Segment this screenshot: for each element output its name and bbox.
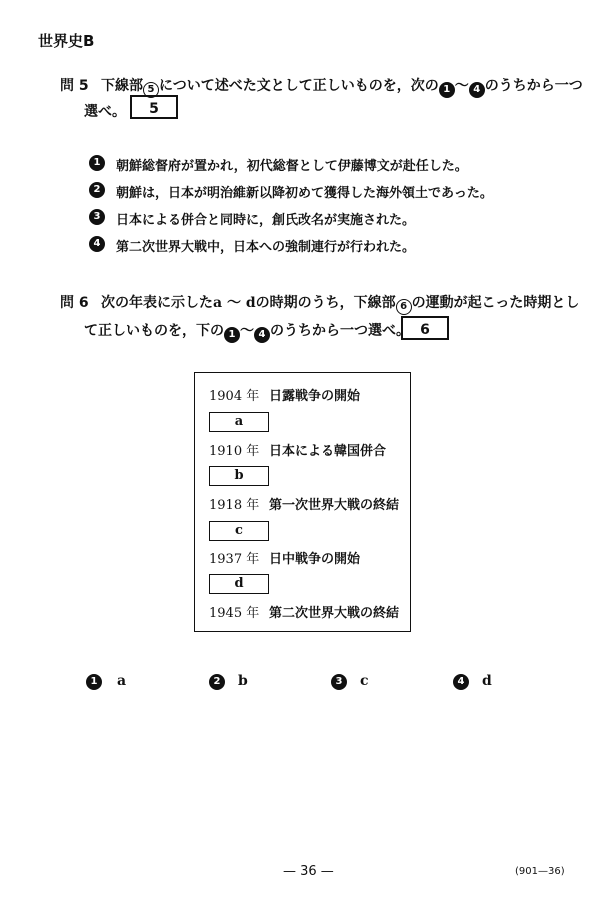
timeline-row-1918	[209, 494, 399, 513]
timeline-row-1910	[209, 440, 386, 459]
q5-line2: 選べ。	[84, 104, 126, 120]
timeline-year: 1904 年	[209, 389, 260, 404]
timeline-period-c: c	[209, 521, 269, 541]
timeline-year: 1945 年	[209, 606, 260, 621]
q6-line1-pre: 次の年表に示した	[101, 295, 213, 311]
q5-option-3-text: 日本による併合と同時に，創氏改名が実施された。	[116, 213, 416, 228]
q6-choice-4-mark[interactable]: 4	[453, 674, 469, 690]
q6-line1	[101, 292, 579, 315]
q5-answer-box[interactable]: 5	[130, 95, 178, 119]
q6-choice-4-letter: d	[482, 673, 492, 689]
timeline-period-a: a	[209, 412, 269, 432]
q6-range-sep: ～	[240, 323, 254, 339]
q5-range-sep: ～	[454, 78, 469, 94]
q6-range-start: 1	[224, 327, 240, 343]
q6-choice-3-letter: c	[360, 673, 369, 689]
q5-option-4-mark[interactable]: 4	[89, 236, 105, 252]
timeline-row-1937	[209, 548, 360, 567]
q6-line2-post: のうちから一つ選べ。	[270, 323, 410, 339]
timeline-year: 1918 年	[209, 498, 260, 513]
q6-number: 問 6	[60, 295, 89, 311]
timeline-row-1904	[209, 385, 360, 404]
q5-number: 問 5	[60, 78, 89, 94]
q5-option-2-text: 朝鮮は，日本が明治維新以降初めて獲得した海外領土であった。	[116, 186, 493, 201]
q6-line2-pre: て正しいものを，下の	[84, 323, 224, 339]
timeline-box	[194, 372, 411, 632]
q6-line1-post: の運動が起こった時期とし	[411, 295, 580, 311]
q6-choice-3-mark[interactable]: 3	[331, 674, 347, 690]
q5-line1-post: について述べた文として正しいものを，次の	[159, 78, 439, 94]
q5-option-4-text: 第二次世界大戦中，日本への強制連行が行われた。	[116, 240, 416, 255]
q5-underline-mark: 5	[143, 82, 159, 98]
timeline-event: 第二次世界大戦の終結	[269, 606, 400, 621]
q6-choice-2-letter: b	[238, 673, 248, 689]
q6-choice-2-mark[interactable]: 2	[209, 674, 225, 690]
q5-option-1-mark[interactable]: 1	[89, 155, 105, 171]
q6-line1-mid: の時期のうち，下線部	[255, 295, 396, 311]
timeline-event: 日中戦争の開始	[269, 552, 361, 567]
timeline-row-1945	[209, 602, 399, 621]
page-number: — 36 —	[283, 864, 334, 879]
timeline-event: 第一次世界大戦の終結	[269, 498, 400, 513]
q5-range-end: 4	[469, 82, 485, 98]
timeline-year: 1910 年	[209, 444, 260, 459]
q5-option-2-mark[interactable]: 2	[89, 182, 105, 198]
q6-underline-mark: 6	[396, 299, 412, 315]
timeline-period-d: d	[209, 574, 269, 594]
timeline-event: 日本による韓国併合	[269, 444, 387, 459]
page-code: (901—36)	[515, 866, 565, 877]
q6-choice-1-letter: a	[117, 673, 127, 689]
q6-range-end: 4	[254, 327, 270, 343]
q6-answer-box[interactable]: 6	[401, 316, 449, 340]
q6-line2	[84, 320, 410, 343]
timeline-event: 日露戦争の開始	[269, 389, 361, 404]
timeline-period-b: b	[209, 466, 269, 486]
subject-header: 世界史B	[38, 32, 95, 50]
q5-line1-pre: 下線部	[101, 78, 143, 94]
q6-choice-1-mark[interactable]: 1	[86, 674, 102, 690]
q5-option-1-text: 朝鮮総督府が置かれ，初代総督として伊藤博文が赴任した。	[116, 159, 468, 174]
q6-line1-range: a ～ d	[213, 295, 256, 311]
q5-range-start: 1	[439, 82, 455, 98]
q5-line1-tail: のうちから一つ	[484, 78, 583, 94]
q5-option-3-mark[interactable]: 3	[89, 209, 105, 225]
timeline-year: 1937 年	[209, 552, 260, 567]
